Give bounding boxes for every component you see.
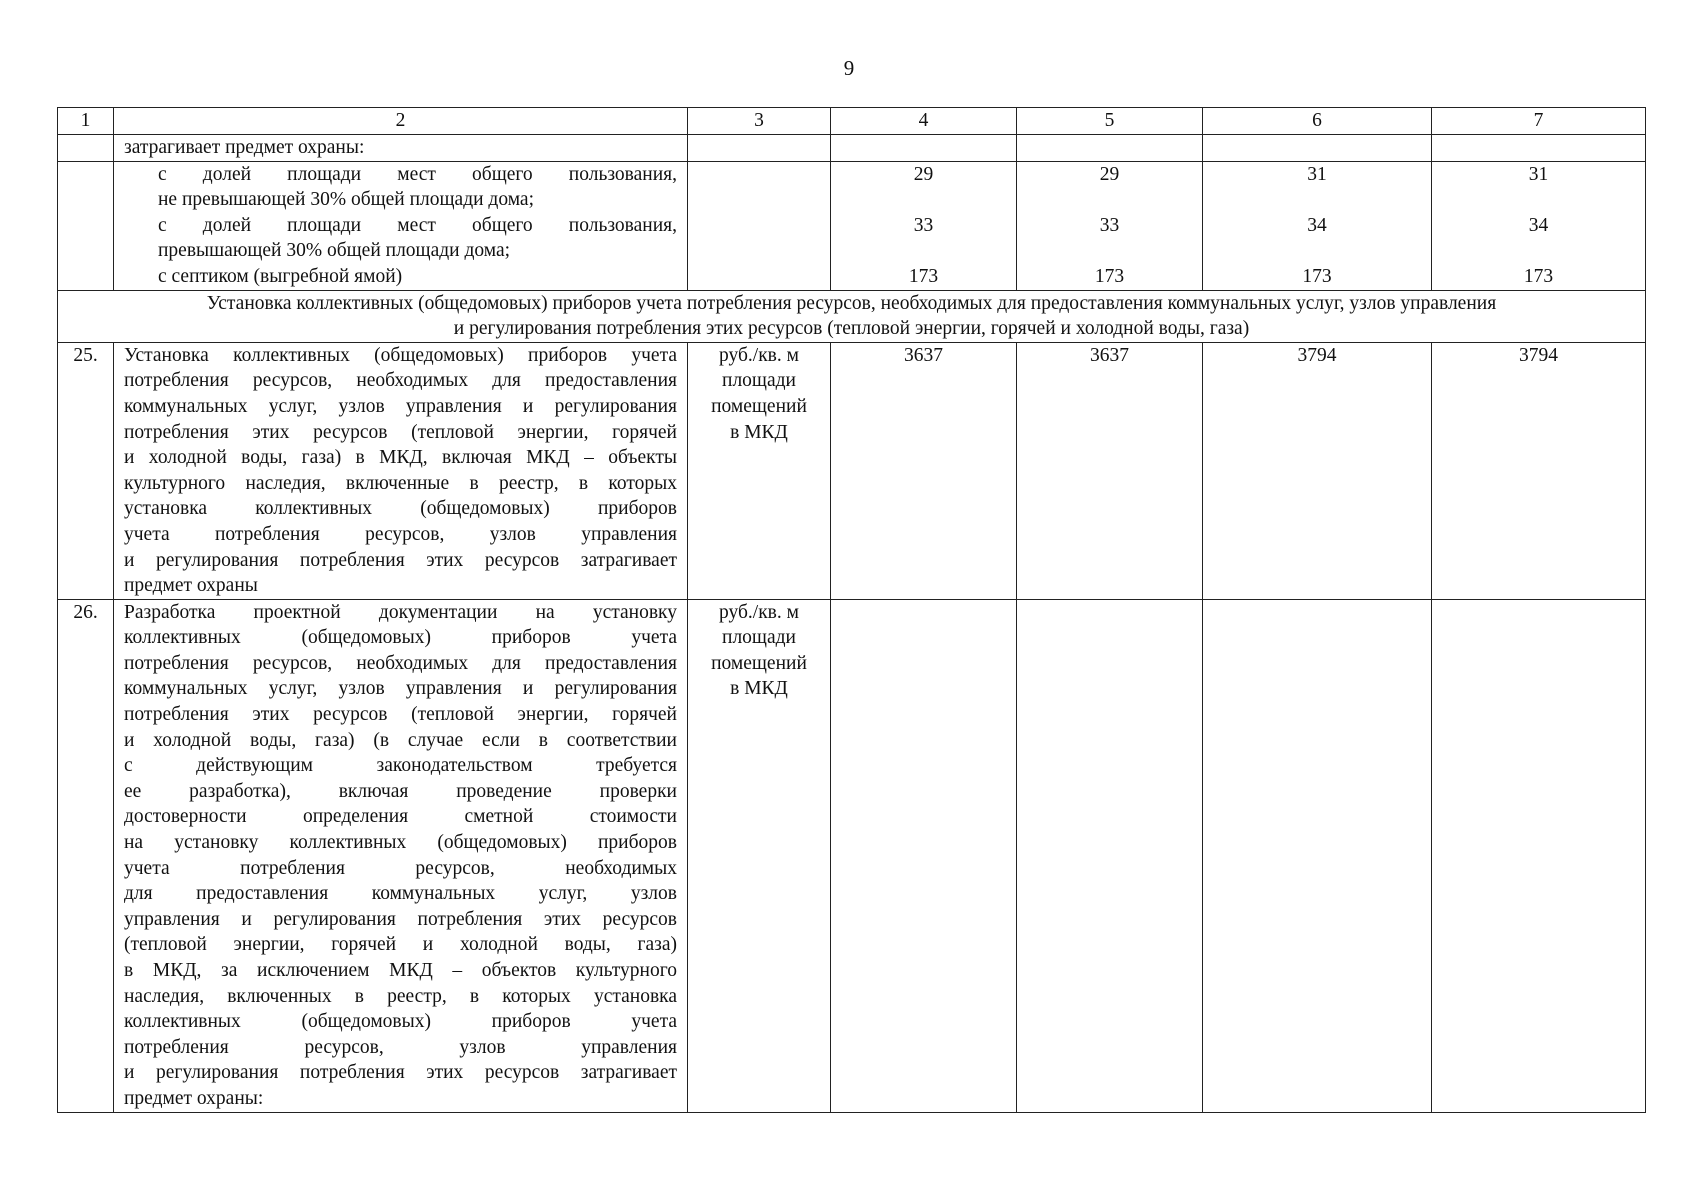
subitem-line: с долей площади мест общего пользования, [158,214,677,236]
description-line: потребления ресурсов, необходимых для предоставления [124,652,677,674]
description-line: учета потребления ресурсов, узлов управления [124,523,677,545]
value: 34 [1307,214,1327,236]
value-cell [1203,135,1432,162]
description-line: и регулирования потребления этих ресурсов затрагивает [124,1062,677,1084]
value: 173 [1302,265,1332,287]
description-cell [114,161,688,290]
unit-cell [688,135,831,162]
description-line: культурного наследия, включенные в реестр, в которых [124,472,677,494]
description-line: коллективных (общедомовых) приборов учета [124,1011,677,1033]
description-cell [114,135,688,162]
value-cell [1017,599,1203,1112]
value-cell [1203,161,1432,290]
subitem: с септиком (выгребной ямой) [158,265,403,287]
subitem-line: превышающей 30% общей площади дома; [158,240,511,262]
description-line: потребления этих ресурсов (тепловой энергии, горячей [124,421,677,443]
description-line: потребления ресурсов, необходимых для предоставления [124,370,677,392]
description-line: достоверности определения сметной стоимости [124,806,677,828]
description-cell [114,342,688,599]
header-cell: 4 [831,108,1017,135]
section-heading [58,290,1646,342]
value-cell [831,135,1017,162]
description-line: и регулирования потребления этих ресурсов затрагивает [124,549,677,571]
row-number-cell: 26. [58,599,114,1112]
unit-line: помещений [711,395,807,417]
unit-line: площади [722,627,796,649]
description-line: управления и регулирования потребления этих ресурсов [124,908,677,930]
description-line: предмет охраны: [124,1087,264,1109]
unit-line: руб./кв. м [719,344,799,366]
description-line: Разработка проектной документации на установку [124,601,677,623]
description-line: (тепловой энергии, горячей и холодной воды, газа) [124,934,677,956]
description-line: коммунальных услуг, узлов управления и регулирования [124,395,677,417]
unit-line: руб./кв. м [719,601,799,623]
description-line: Установка коллективных (общедомовых) приборов учета [124,344,677,366]
value-cell [1432,135,1646,162]
value-cell: 3794 [1432,342,1646,599]
row-number-cell [58,161,114,290]
description-line: наследия, включенных в реестр, в которых установка [124,985,677,1007]
description-line: на установку коллективных (общедомовых) приборов [124,832,677,854]
description-line: предмет охраны [124,575,258,597]
value: 33 [913,214,934,236]
description-line: коммунальных услуг, узлов управления и регулирования [124,678,677,700]
table-row [58,342,1646,599]
value-cell: 3794 [1203,342,1432,599]
unit-line: в МКД [730,421,788,443]
subitem [124,162,677,213]
header-row [58,108,1646,135]
unit-cell [688,599,831,1112]
tariff-table [57,107,1646,1113]
header-cell: 2 [114,108,688,135]
value: 173 [1523,265,1554,287]
section-heading-line: Установка коллективных (общедомовых) приборов учета потребления ресурсов, необходимых для предоставления коммунальных услуг, узлов управления [206,292,1497,314]
unit-line: площади [722,370,796,392]
section-heading-row [58,290,1646,342]
page-number: 9 [843,56,855,80]
subitem [124,213,677,264]
continuation-row [58,135,1646,162]
subitem-line: не превышающей 30% общей площади дома; [158,189,535,211]
value: 31 [1307,163,1327,185]
row-number-cell [58,135,114,162]
header-cell: 7 [1432,108,1646,135]
description-line: потребления ресурсов, узлов управления [124,1036,677,1058]
value: 173 [908,265,939,287]
table-row [58,599,1646,1112]
subitems-row [58,161,1646,290]
value-cell [1203,599,1432,1112]
description-line: и холодной воды, газа) (в случае если в соответствии [124,729,677,751]
description-line: коллективных (общедомовых) приборов учета [124,627,677,649]
value-cell [1017,161,1203,290]
value-cell [831,161,1017,290]
description-line: потребления этих ресурсов (тепловой энергии, горячей [124,704,677,726]
row-number-cell: 25. [58,342,114,599]
unit-line: помещений [711,652,807,674]
value: 34 [1528,214,1549,236]
description-line: ее разработка), включая проведение проверки [124,780,677,802]
value-cell [1017,135,1203,162]
value-cell: 3637 [831,342,1017,599]
continuation-text: затрагивает предмет охраны: [124,137,365,158]
description-line: учета потребления ресурсов, необходимых [124,857,677,879]
value-cell [831,599,1017,1112]
header-cell: 5 [1017,108,1203,135]
value: 173 [1094,265,1125,287]
unit-cell [688,342,831,599]
header-cell: 6 [1203,108,1432,135]
description-line: в МКД, за исключением МКД – объектов культурного [124,960,677,981]
header-cell: 3 [688,108,831,135]
value: 33 [1099,214,1120,236]
description-line: установка коллективных (общедомовых) приборов [124,498,677,520]
subitem-line: с долей площади мест общего пользования, [158,163,677,185]
value-cell: 3637 [1017,342,1203,599]
value-cell [1432,161,1646,290]
description-line: для предоставления коммунальных услуг, узлов [124,883,677,905]
header-cell: 1 [58,108,114,135]
description-cell [114,599,688,1112]
value: 29 [1099,163,1120,185]
value: 29 [913,163,934,185]
unit-line: в МКД [730,678,788,700]
value: 31 [1528,163,1549,185]
value-cell [1432,599,1646,1112]
section-heading-line: и регулирования потребления этих ресурсов (тепловой энергии, горячей и холодной воды, газа) [453,318,1250,340]
unit-cell [688,161,831,290]
description-line: и холодной воды, газа) в МКД, включая МКД – объекты [124,447,677,469]
description-line: с действующим законодательством требуется [124,755,677,777]
